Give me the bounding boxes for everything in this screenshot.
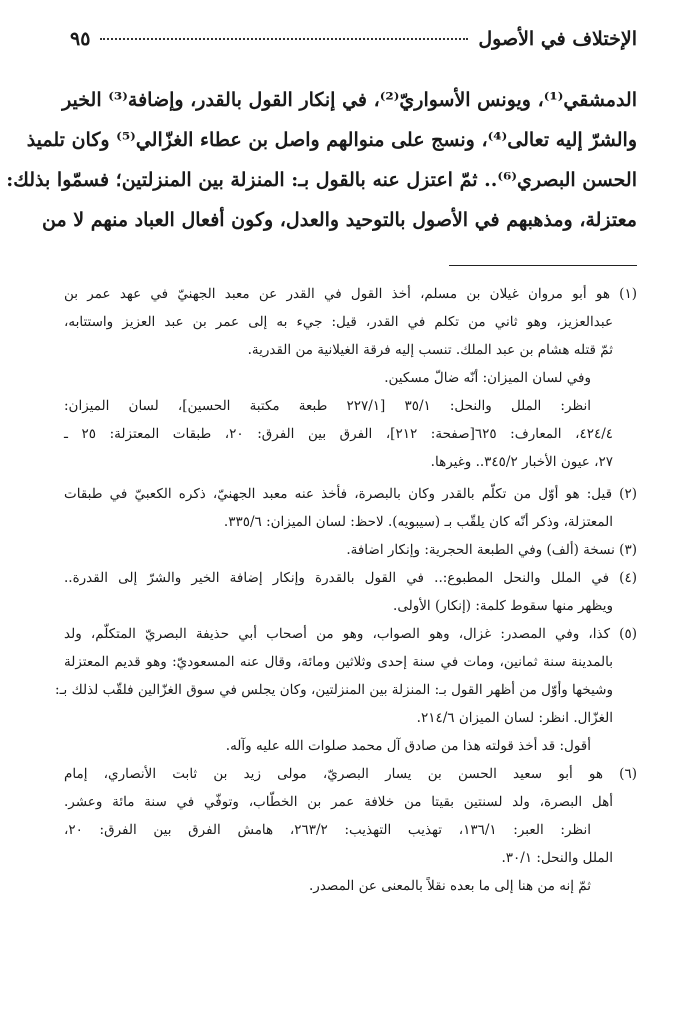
- footnote-1: [64, 280, 637, 476]
- body-line: الحسن البصري⁽⁶⁾.. ثمّ اعتزل عنه بالقول بـ: المنزلة بين المنزلتين؛ فسمّوا بذلك:: [6, 169, 637, 191]
- footnote-separator: [449, 265, 637, 266]
- footnote-line: (٤) في الملل والنحل المطبوع:.. في القول بالقدرة وإنكار إضافة الخير والشرّ إلى القدرة..: [64, 570, 637, 586]
- footnote-line: (٣) نسخة (ألف) وفي الطبعة الحجرية: وإنكار اضافة.: [346, 542, 637, 558]
- footnote-line: (٢) قيل: هو أوّل من تكلّم بالقدر وكان بالبصرة، فأخذ عنه معبد الجهنيّ، ذكره الكعبيّ في طبقات: [64, 486, 637, 502]
- footnote-line: ٢٧، عيون الأخبار ٣٤٥/٢.. وغيرها.: [430, 454, 613, 470]
- main-text: [6, 80, 637, 240]
- footnote-line: أقول: قد أخذ قولته هذا من صادق آل محمد صلوات الله عليه وآله.: [225, 738, 591, 754]
- footnote-line: ثمّ إنه من هنا إلى ما بعده نقلاً بالمعنى عن المصدر.: [309, 878, 591, 894]
- footnote-line: ويظهر منها سقوط كلمة: (إنكار) الأولى.: [393, 598, 613, 614]
- footnote-6: [64, 760, 637, 900]
- footnote-line: الغزّال. انظر: لسان الميزان ٢١٤/٦.: [416, 710, 613, 726]
- footnotes: [55, 280, 637, 900]
- footnote-line: المعتزلة، وذكر أنّه كان يلقّب بـ (سيبويه). لاحظ: لسان الميزان: ٣٣٥/٦.: [223, 514, 613, 530]
- footnote-2: [64, 480, 637, 536]
- footnote-line: (١) هو أبو مروان غيلان بن مسلم، أخذ القول في القدر عن معبد الجهنيّ في عهد عمر بن: [64, 286, 637, 302]
- footnote-line: الملل والنحل: ٣٠/١.: [501, 850, 613, 866]
- footnote-line: ثمّ قتله هشام بن عبد الملك. تنسب إليه فرقة الغيلانية من القدرية.: [247, 342, 613, 358]
- footnote-line: (٥) كذا، وفي المصدر: غزال، وهو الصواب، وهو من أصحاب أبي حذيفة البصريّ المتكلّم، ولد: [64, 626, 637, 642]
- page-number: ٩٥: [70, 28, 91, 50]
- footnote-3: [64, 536, 637, 564]
- footnote-line: أهل البصرة، ولد لسنتين بقيتا من خلافة عمر بن الخطّاب، وتوفّي في سنة مائة وعشر.: [64, 794, 613, 810]
- footnote-line: عبدالعزيز، وهو ثاني من تكلم في القدر، قيل: جيء به إلى عمر بن عبد العزيز واستتابه،: [64, 314, 613, 330]
- body-line: الدمشقي⁽¹⁾، ويونس الأسواريّ⁽²⁾، في إنكار القول بالقدر، وإضافة⁽³⁾ الخير: [62, 89, 637, 111]
- footnote-line: انظر: الملل والنحل: ٣٥/١ [٢٢٧/١ طبعة مكتبة الحسين]، لسان الميزان:: [64, 398, 592, 414]
- body-line: والشرّ إليه تعالى⁽⁴⁾، ونسج على منوالهم واصل بن عطاء الغزّالي⁽⁵⁾ وكان تلميذ: [26, 129, 637, 151]
- footnote-line: وشيخها وأوّل من أظهر القول بـ: المنزلة بين المنزلتين، وكان يجلس في سوق الغزّالين فلقّب لذلك بـ:: [55, 682, 613, 698]
- footnote-4: [64, 564, 637, 620]
- footnote-line: (٦) هو أبو سعيد الحسن بن يسار البصريّ، مولى زيد بن ثابت الأنصاري، إمام: [64, 766, 637, 782]
- footnote-line: بالمدينة سنة ثمانين، ومات في سنة إحدى وثلاثين ومائة، وقال عنه المسعوديّ: وهو قديم المعتزلة: [64, 654, 613, 670]
- running-title: الإختلاف في الأصول: [478, 28, 637, 50]
- dotted-leader: [100, 38, 468, 40]
- page-header: [70, 28, 637, 56]
- footnote-line: وفي لسان الميزان: أنّه ضالّ مسكين.: [384, 370, 591, 386]
- footnote-5: [55, 620, 637, 760]
- footnote-line: ٤٢٤/٤، المعارف: ٦٢٥[صفحة: ٢١٢]، الفرق بين الفرق: ٢٠، طبقات المعتزلة: ٢٥ ـ: [64, 426, 614, 442]
- footnote-line: انظر: العبر: ١٣٦/١، تهذيب التهذيب: ٢٦٣/٢، هامش الفرق بين الفرق: ٢٠،: [64, 822, 592, 838]
- body-line: معتزلة، ومذهبهم في الأصول بالتوحيد والعدل، وكون أفعال العباد منهم لا من: [41, 209, 637, 231]
